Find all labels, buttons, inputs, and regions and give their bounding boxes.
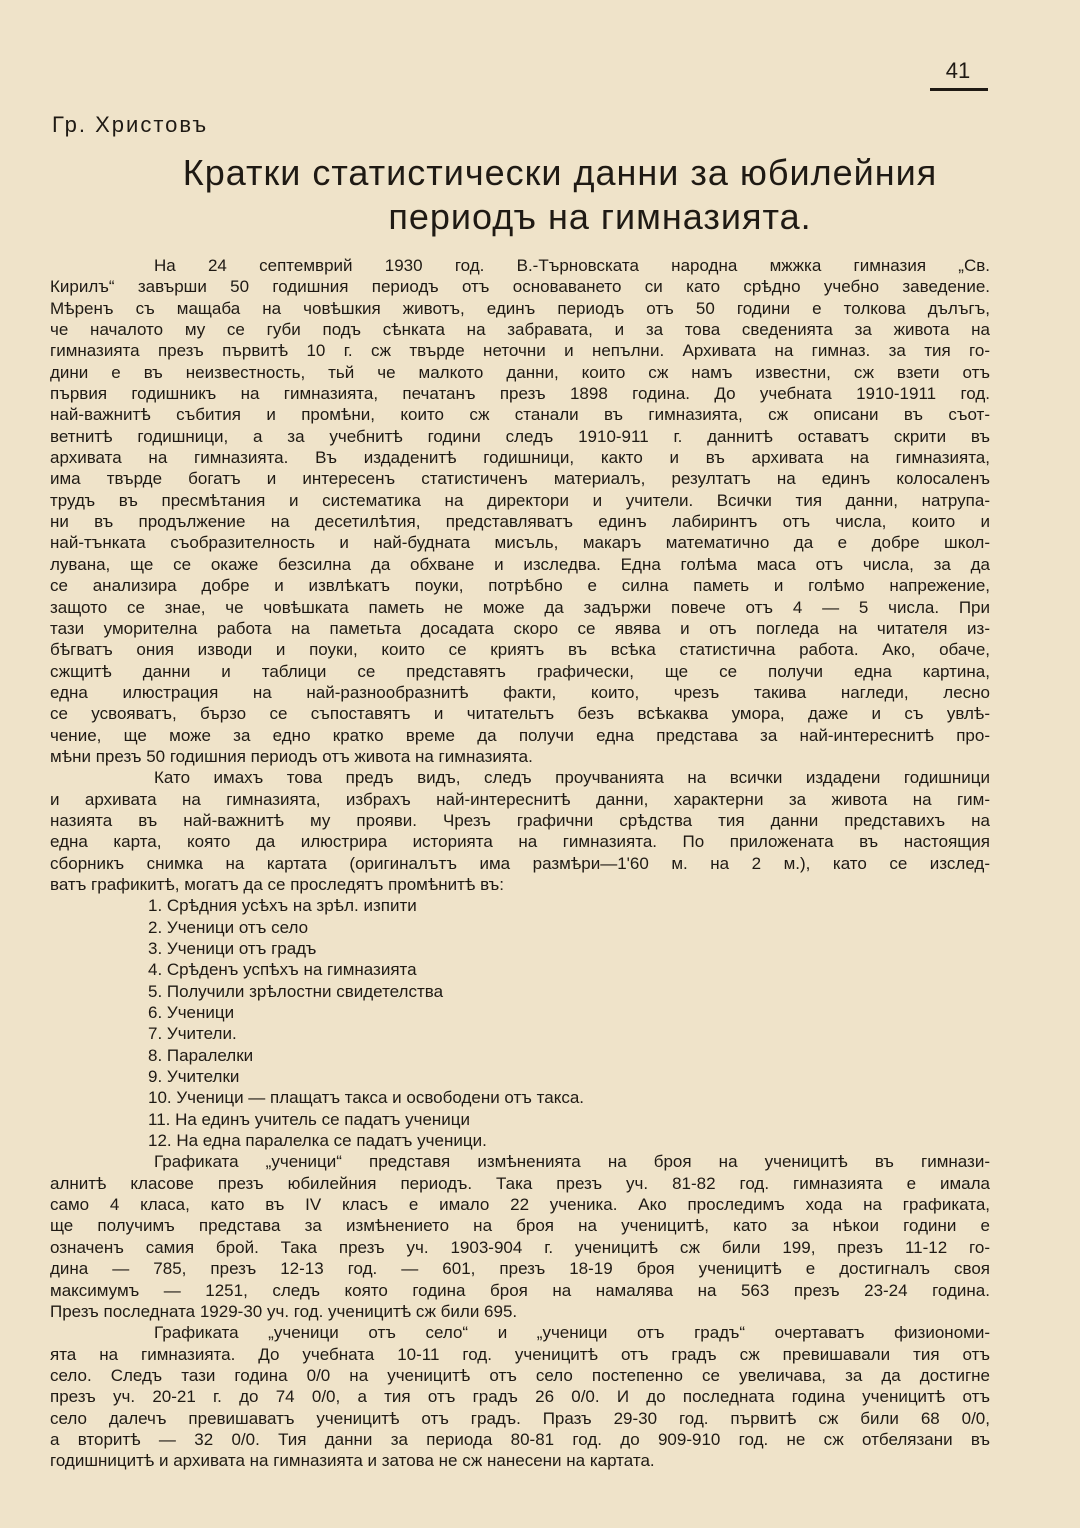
author-name: Гр. Христовъ (52, 112, 209, 137)
paragraph-line: Като имахъ това предъ видъ, следъ проучванията на всички издадени годишници (154, 768, 990, 788)
paragraph-line: че началото му се губи подъ сѣнката на забравата, и за това сведенията за живота на (50, 320, 990, 340)
paragraph-line: Кирилъ“ завърши 50 годишния периодъ отъ основаването си като срѣдно учебно заведение. (50, 277, 990, 297)
list-item: 10. Ученици — плащатъ такса и освободени отъ такса. (148, 1088, 585, 1108)
paragraph-line: трудъ въ пресмѣтания и систематика на директори и учители. Всички тия данни, натрупа- (50, 490, 990, 510)
closing-paragraph-line: презъ уч. 20-21 г. до 74 0/0, а тия отъ градъ 26 0/0. И до последната година ученицитѣ отъ (50, 1387, 990, 1407)
list-item: 3. Ученици отъ градъ (148, 939, 317, 958)
closing-paragraph-line: алнитѣ класове презъ юбилейния периодъ. Така презъ уч. 81-82 год. гимназията е имала (50, 1173, 990, 1193)
closing-paragraph-line: ще получимъ представа за измѣнението на броя на ученицитѣ, като за нѣкои години е (50, 1216, 990, 1236)
list-item: 8. Паралелки (148, 1045, 254, 1065)
list-item: 6. Ученици (148, 1003, 235, 1023)
list-item: 1. Срѣдния усѣхъ на зрѣл. изпити (148, 896, 417, 916)
paragraph-line: мѣни презъ 50 годишния периодъ отъ живота на гимназията. (50, 746, 533, 766)
article-body (50, 255, 990, 1472)
list-item: 7. Учители. (148, 1024, 237, 1044)
paragraph-line: тази уморителна работа на паметьта досадата скоро се явява и отъ погледа на читателя из- (50, 618, 990, 638)
paragraph-line: чение, ще може за едно кратко време да получи една представа за най-интереснитѣ про- (50, 725, 990, 745)
list-item: 2. Ученици отъ село (148, 917, 309, 937)
paragraph-line: първия годишникъ на гимназията, печатанъ презъ 1898 година. До учебната 1910-1911 год. (50, 384, 990, 404)
paragraph-line: бѣгватъ ония изводи и поуки, които се криятъ въ всѣка статистична работа. Ако, обаче, (50, 640, 990, 660)
paragraph-line: ветнитѣ годишници, а за учебнитѣ години следъ 1910-911 г. даннитѣ оставатъ скрити въ (50, 426, 990, 446)
paragraph-line: дини е въ неизвестность, тьй че малкото данни, които сж намъ известни, сж взети отъ (50, 362, 990, 382)
paragraph-line: сборникъ снимка на картата (оригиналътъ има размѣри—1'60 м. на 2 м.), като се изслед- (50, 853, 990, 873)
paragraph-line: най-важнитѣ събития и промѣни, които сж станали въ гимназията, сж описани въ съот- (50, 405, 990, 425)
paragraph-line: Мѣренъ съ мащаба на човѣшкия животъ, единъ периодъ отъ 50 години е толкова дълъгъ, (50, 298, 990, 318)
paragraph-line: се анализира добре и извлѣкатъ поуки, потрѣбно е силна паметь и голѣмо напрежение, (50, 576, 990, 596)
paragraph-line: ватъ графикитѣ, могатъ да се проследятъ промѣнитѣ въ: (50, 874, 504, 894)
page-number: 41 (945, 58, 971, 83)
paragraph-line: една илюстрация на най-разнообразнитѣ факти, които, чрезъ такива нагледи, лесно (50, 682, 990, 702)
paragraph-line: има твърде богатъ и интересенъ статистиченъ материалъ, резултатъ на единъ колосаленъ (50, 469, 990, 489)
paragraph-line: ни въ продължение на десетилѣтия, представляватъ единъ лабиринтъ отъ числа, които и (50, 512, 990, 532)
paragraph-line: най-тънката съобразителность и най-будната мисъль, макаръ математично да е добре школ- (50, 533, 990, 553)
closing-paragraph-line: Графиката „ученици“ представя измѣненията на броя на ученицитѣ въ гимнази- (154, 1152, 990, 1172)
closing-paragraph-line: означенъ самия брой. Така презъ уч. 1903-904 г. ученицитѣ сж били 199, презъ 11-12 го- (50, 1237, 990, 1257)
paragraph-line: гимназията презъ първитѣ 10 г. сж твърде неточни и непълни. Архивата на гимназ. за тия го- (50, 341, 990, 361)
list-item: 12. На една паралелка се падатъ ученици. (148, 1131, 487, 1151)
paragraph-line: защото се знае, че човѣшката паметь не може да задържи повече отъ 4 — 5 числа. При (50, 597, 990, 617)
article-title-line-1: Кратки статистически данни за юбилейния (182, 152, 938, 193)
paragraph-line: назията въ най-важнитѣ му прояви. Чрезъ графични срѣдства тия данни представихъ на (50, 810, 990, 830)
paragraph-line: На 24 септемврий 1930 год. В.-Търновската народна мжжка гимназия „Св. (154, 256, 990, 275)
paragraph-line: сжщитѣ данни и таблици се представятъ графически, ще се получи една картина, (50, 661, 990, 681)
closing-paragraph-line: годишницитѣ и архивата на гимназията и затова не сж нанесени на картата. (50, 1451, 655, 1471)
paragraph-line: и архивата на гимназията, избрахъ най-интереснитѣ данни, характерни за живота на гим- (50, 789, 990, 809)
closing-paragraph-line: Графиката „ученици отъ село“ и „ученици отъ градъ“ очертаватъ физиономи- (154, 1323, 990, 1343)
page-number-underline (930, 88, 988, 91)
closing-paragraph-line: максимумъ — 1251, следъ която година броя на намалява на 563 презъ 23-24 година. (50, 1280, 990, 1300)
article-title-line-2: периодъ на гимназията. (388, 196, 812, 237)
list-item: 5. Получили зрѣлостни свидетелства (148, 981, 444, 1001)
closing-paragraph-line: ята на гимназията. До учебната 10-11 год. ученицитѣ отъ градъ сж превишавали тия отъ (50, 1344, 990, 1364)
list-item: 11. На единъ учитель се падатъ ученици (148, 1109, 471, 1129)
paragraph-line: архивата на гимназията. Въ издаденитѣ годишници, както и въ архивата на гимназията, (50, 448, 990, 468)
closing-paragraph-line: само 4 класа, като въ IV класъ е имало 22 ученика. Ако проследимъ хода на графиката, (50, 1195, 990, 1215)
list-item: 9. Учителки (148, 1067, 240, 1087)
closing-paragraph-line: село. Следъ тази година 0/0 на ученицитѣ отъ село постепенно се увеличава, за да достигне (50, 1365, 990, 1385)
closing-paragraph-line: а вторитѣ — 32 0/0. Тия данни за периода 80-81 год. до 909-910 год. не сж отбелязани въ (50, 1429, 990, 1449)
closing-paragraph-line: село далечъ превишаватъ ученицитѣ отъ градъ. Празъ 29-30 год. първитѣ сж били 68 0/0, (50, 1408, 990, 1428)
paragraph-line: лувана, ще се окаже безсилна да обхване и изследва. Една голѣма маса отъ числа, за да (50, 554, 990, 574)
closing-paragraph-line: дина — 785, презъ 12-13 год. — 601, презъ 18-19 броя ученицитѣ е достигналъ своя (50, 1259, 990, 1279)
paragraph-line: се усвояватъ, бързо се съпоставятъ и читательтъ безъ всѣкаква умора, даже и съ увлѣ- (50, 704, 990, 724)
closing-paragraph-line: Презъ последната 1929-30 уч. год. ученицитѣ сж били 695. (50, 1301, 518, 1321)
paragraph-line: една карта, която да илюстрира историята на гимназията. По приложената въ настоящия (50, 832, 990, 852)
list-item: 4. Срѣденъ успѣхъ на гимназията (148, 960, 417, 980)
